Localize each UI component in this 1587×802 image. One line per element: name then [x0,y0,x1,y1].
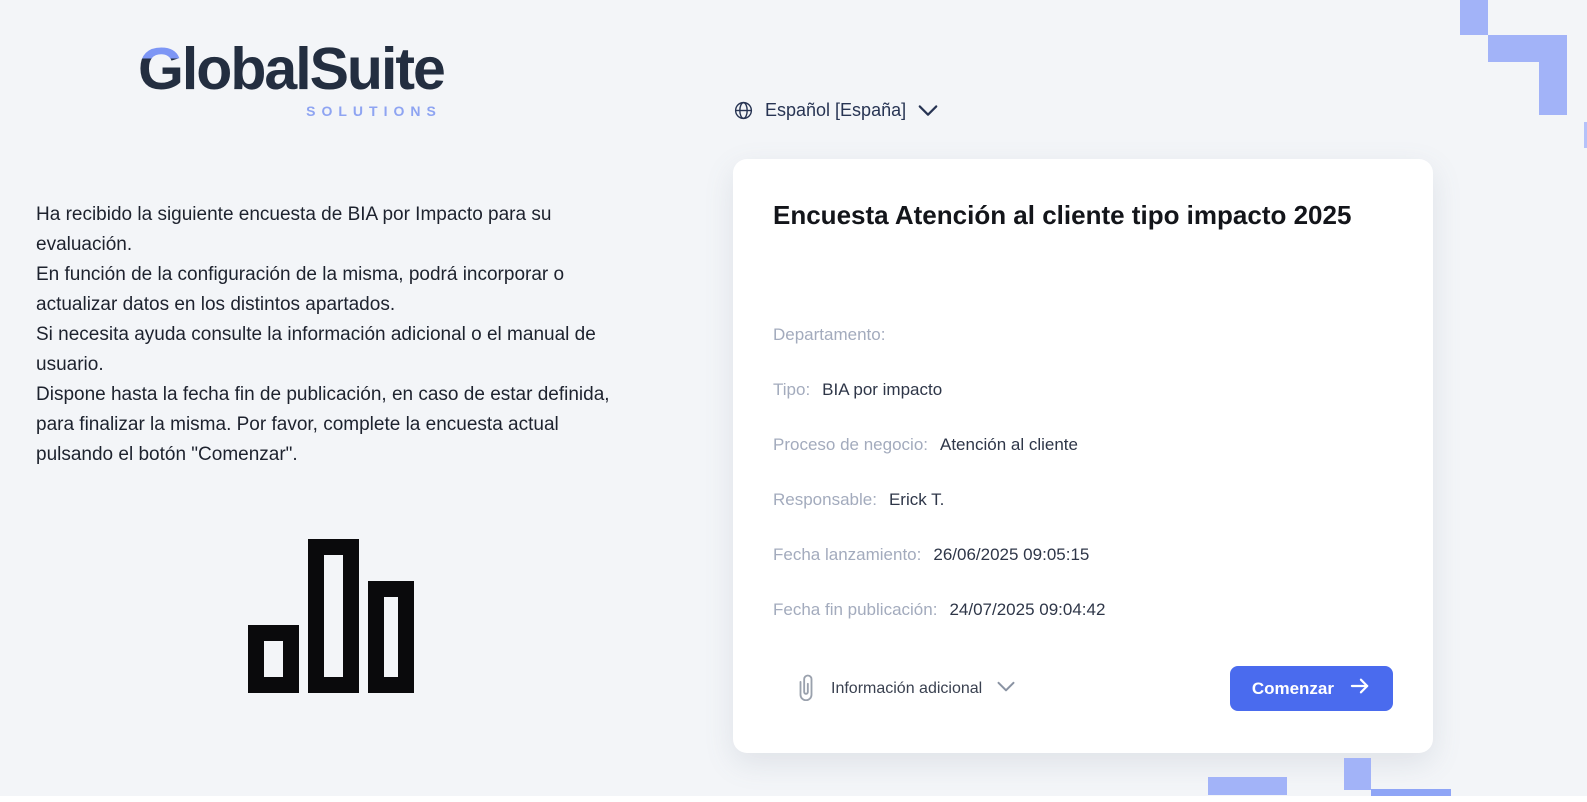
bar-medium [368,581,414,693]
field-value: 24/07/2025 09:04:42 [949,600,1106,619]
comenzar-button-label: Comenzar [1251,678,1334,698]
language-selector-label: Español [España] [765,100,907,120]
card-footer [773,666,1393,711]
field-value: 26/06/2025 09:05:15 [933,545,1090,564]
comenzar-button[interactable] [1230,666,1393,711]
field-label: Responsable: [773,490,877,509]
field-value: Atención al cliente [940,435,1078,454]
decor-square [1208,777,1287,795]
chevron-down-icon [917,104,939,118]
field-value: Erick T. [888,490,945,509]
field-label: Proceso de negocio: [773,435,928,454]
field-row [773,490,1393,511]
field-row [773,435,1393,456]
bar-chart-icon [248,539,414,693]
intro-line: Ha recibido la siguiente encuesta de BIA por Impacto para su evaluación. [36,204,552,255]
field-label: Departamento: [773,325,886,344]
decor-square [1460,0,1488,35]
intro-line: En función de la configuración de la misma, podrá incorporar o actualizar datos en los distintos apartados. [36,264,565,315]
field-row [773,380,1393,401]
field-label: Fecha fin publicación: [773,600,938,619]
language-selector[interactable] [733,100,939,121]
bar-tall [308,539,359,693]
bottom-strip [0,796,1587,802]
globe-icon [733,100,754,121]
decor-square [1539,62,1567,115]
logo-letter-g: G [138,36,182,102]
logo-subtitle: SOLUTIONS [306,103,442,119]
additional-info-toggle[interactable] [773,672,1016,706]
logo-wordmark-rest: lobalSuite [181,36,444,102]
decor-square [1488,35,1567,62]
additional-info-label: Información adicional [831,679,983,697]
decor-square [1344,758,1371,790]
intro-line: Dispone hasta la fecha fin de publicación, en caso de estar definida, para finalizar la misma. Por favor, complete la encuesta actual pulsando el botón "Comenzar". [36,384,610,465]
chevron-down-icon [996,680,1016,698]
field-row [773,325,1393,346]
field-row [773,545,1393,566]
intro-line: Si necesita ayuda consulte la información adicional o el manual de usuario. [36,324,596,375]
field-label: Tipo: [773,380,811,399]
decor-square [1371,789,1451,796]
globalsuite-logo [138,36,444,119]
field-value: BIA por impacto [822,380,943,399]
bar-short [248,625,299,693]
field-row [773,600,1393,621]
arrow-right-icon [1349,677,1371,700]
field-label: Fecha lanzamiento: [773,545,922,564]
survey-title: Encuesta Atención al cliente tipo impacto 2025 [773,200,1352,230]
intro-text [36,200,634,470]
logo-wordmark [138,36,444,102]
paperclip-icon [795,672,817,706]
survey-card [733,159,1433,753]
survey-fields [773,325,1393,655]
